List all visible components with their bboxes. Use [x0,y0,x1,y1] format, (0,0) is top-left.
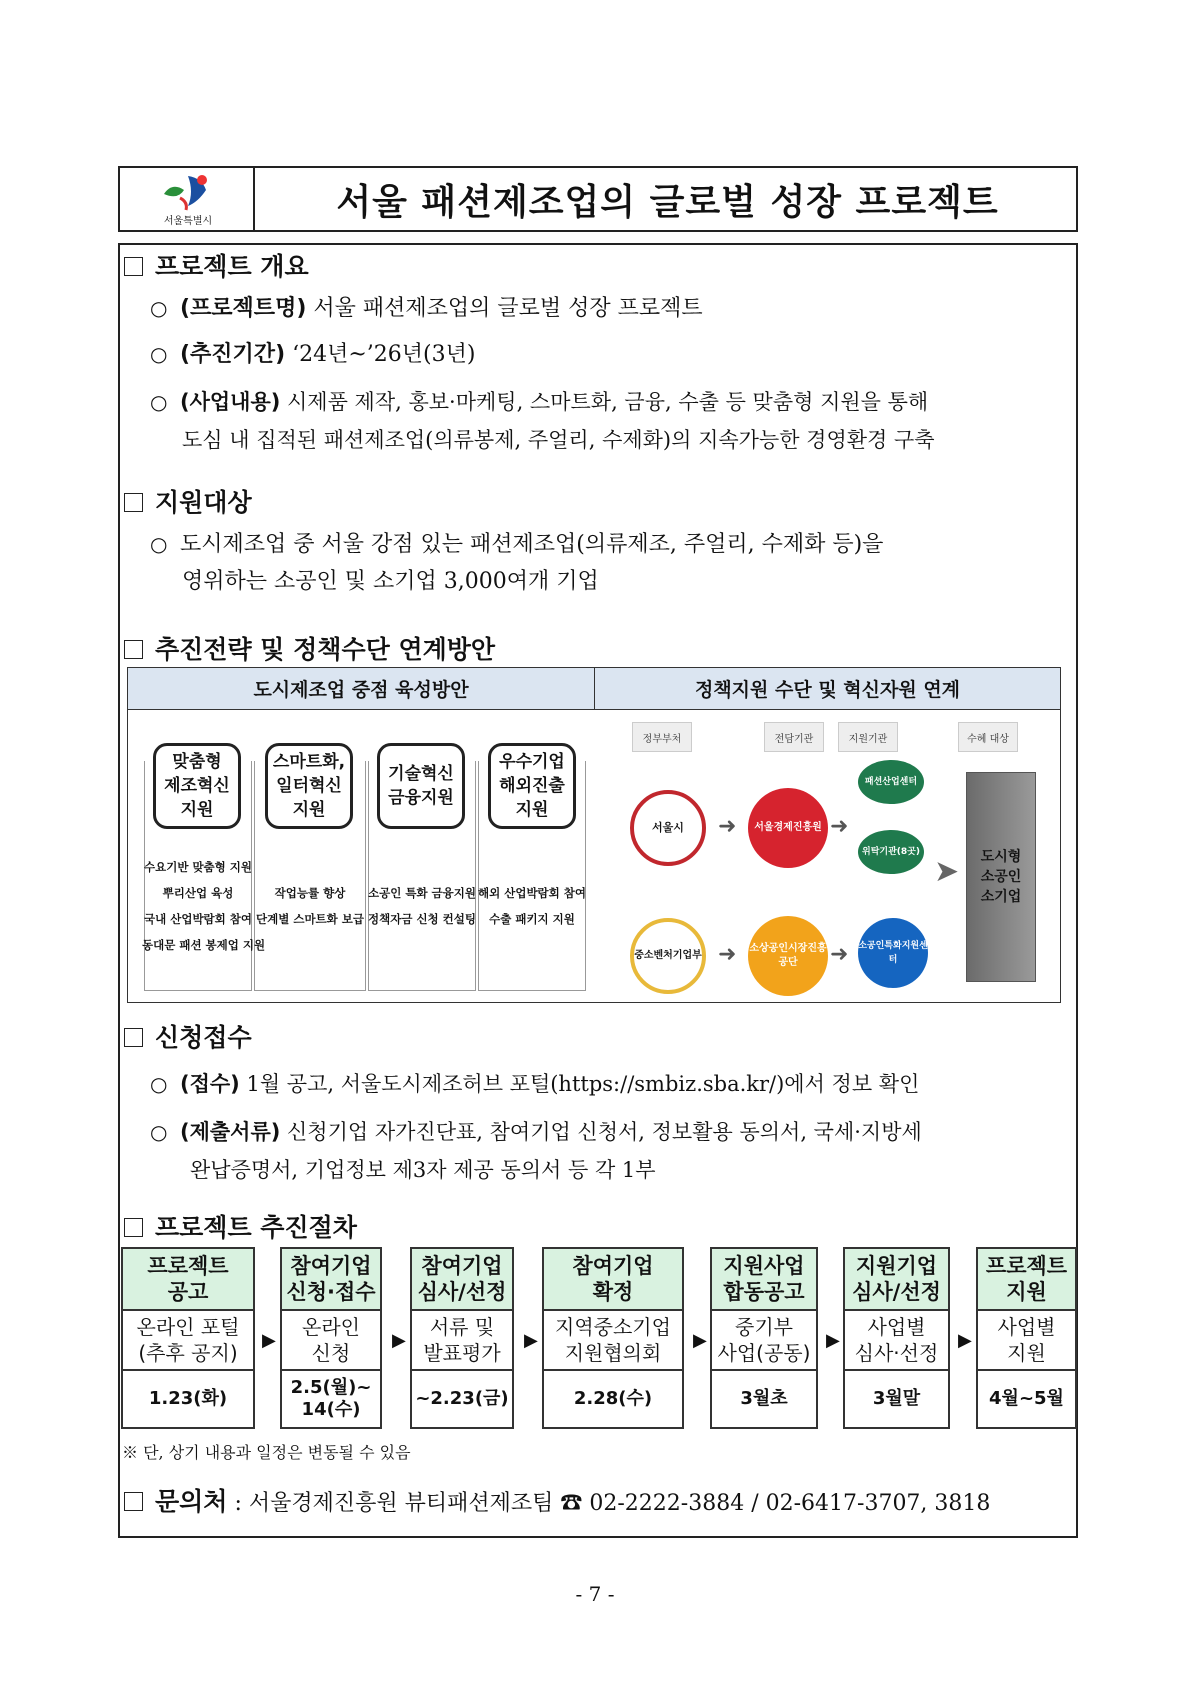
step-arrow-icon: ▶ [262,1330,276,1351]
level-ministry: 정부부처 [632,722,692,752]
step-date: 2.28(수) [573,1388,653,1409]
step-title: 프로젝트 공고 [123,1249,253,1311]
target-line-2: 영위하는 소공인 및 소기업 3,000여개 기업 [182,569,599,594]
step-date: 2.5(월)~ 14(수) [290,1377,372,1420]
step-date: ~2.23(금) [415,1388,509,1409]
step-detail: 서류 및 발표평가 [412,1311,512,1371]
arrow-right-icon: ➜ [718,942,737,967]
checkbox-icon [124,640,143,659]
arrow-right-icon: ➤ [934,854,960,889]
step-date: 3월말 [872,1388,921,1409]
node-fashion-center: 패션산업센터 [858,760,924,804]
strategy-right-header: 정책지원 수단 및 혁신자원 연계 [595,668,1060,710]
node-sogongin-center: 소공인특화지원센터 [858,918,928,988]
node-target: 도시형 소공인 소기업 [966,772,1036,982]
circle-bullet-icon: ○ [150,532,168,556]
pillar-smart-factory: 스마트화, 일터혁신 지원 [265,743,353,829]
step-title: 참여기업 신청·접수 [282,1249,380,1311]
section-overview-heading: 프로젝트 개요 [124,247,309,283]
process-step [976,1247,1077,1429]
apply-item-documents-cont: 완납증명서, 기업정보 제3자 제공 동의서 등 각 1부 [190,1158,656,1182]
section-apply-heading: 신청접수 [124,1018,252,1054]
contact-line: 문의처 : 서울경제진흥원 뷰티패션제조팀 ☎ 02-2222-3884 / 02-6417-3707, 3818 [124,1482,990,1518]
process-step [410,1247,514,1429]
pillar-global-expansion: 우수기업 해외진출 지원 [488,743,576,829]
process-step [843,1247,950,1429]
pillar-details: 수요기반 맞춤형 지원 뿌리산업 육성 국내 산업박람회 참여 동대문 패션 봉제업 지원 [142,860,266,952]
step-arrow-icon: ▶ [958,1330,972,1351]
process-step [280,1247,382,1429]
node-sba: 서울경제진흥원 [748,788,828,868]
pillar-details: 해외 산업박람회 참여 수출 패키지 지원 [478,886,586,926]
process-step [710,1247,818,1429]
step-arrow-icon: ▶ [693,1330,707,1351]
step-title: 참여기업 확정 [544,1249,682,1311]
logo-text: 서울특별시 [163,216,213,227]
page-title: 서울 패션제조업의 글로벌 성장 프로젝트 [336,181,999,223]
node-semas: 소상공인시장진흥공단 [748,916,828,996]
step-arrow-icon: ▶ [524,1330,538,1351]
step-date: 4월~5월 [989,1388,1064,1409]
apply-item-documents: ○ (제출서류) 신청기업 자가진단표, 참여기업 신청서, 정보활용 동의서, 국세·지방세 [150,1114,922,1150]
checkbox-icon [124,1028,143,1047]
step-detail: 온라인 신청 [282,1311,380,1371]
pillar-details: 작업능률 향상 단계별 스마트화 보급 [256,886,364,926]
seoul-logo-icon [158,172,216,212]
title-header [118,166,1078,232]
checkbox-icon [124,493,143,512]
arrow-right-icon: ➜ [718,814,737,839]
process-step [542,1247,684,1429]
node-mss: 중소벤처기업부 [630,918,706,994]
circle-bullet-icon: ○ [150,390,168,414]
step-detail: 사업별 심사·선정 [845,1311,948,1371]
step-date: 1.23(화) [148,1388,228,1409]
pillar-custom-manufacturing: 맞춤형 제조혁신 지원 [153,743,241,829]
circle-bullet-icon: ○ [150,342,168,366]
step-detail: 온라인 포털 (추후 공지) [123,1311,253,1371]
step-detail: 지역중소기업 지원협의회 [544,1311,682,1371]
target-line-1: ○ 도시제조업 중 서울 강점 있는 패션제조업(의류제조, 주얼리, 수제화 등)을 [150,526,883,563]
step-detail: 중기부 사업(공동) [712,1311,816,1371]
level-beneficiary: 수혜 대상 [958,722,1018,752]
checkbox-icon [124,1218,143,1237]
section-strategy-heading: 추진전략 및 정책수단 연계방안 [124,630,495,666]
arrow-right-icon: ➜ [830,942,849,967]
strategy-table [127,667,1061,1003]
step-title: 참여기업 심사/선정 [412,1249,512,1311]
apply-item-reception: ○ (접수) 1월 공고, 서울도시제조허브 포털(https://smbiz.sba.kr/)에서 정보 확인 [150,1066,919,1102]
circle-bullet-icon: ○ [150,1072,168,1096]
pillar-tech-finance: 기술혁신 금융지원 [377,743,465,829]
overview-item-content: ○ (사업내용) 시제품 제작, 홍보·마케팅, 스마트화, 금융, 수출 등 맞춤형 지원을 통해 [150,384,928,420]
circle-bullet-icon: ○ [150,296,168,320]
overview-item-period: ○ (추진기간) ‘24년~’26년(3년) [150,336,475,373]
section-process-heading: 프로젝트 추진절차 [124,1208,357,1244]
level-support: 지원기관 [838,722,898,752]
step-title: 프로젝트 지원 [978,1249,1075,1311]
logo-cell [120,168,255,230]
circle-bullet-icon: ○ [150,1120,168,1144]
node-seoul: 서울시 [630,790,706,866]
overview-item-name: ○ (프로젝트명) 서울 패션제조업의 글로벌 성장 프로젝트 [150,290,703,327]
step-title: 지원기업 심사/선정 [845,1249,948,1311]
section-target-heading: 지원대상 [124,483,252,519]
step-date: 3월초 [740,1388,788,1409]
node-consign: 위탁기관(8곳) [858,830,924,874]
step-arrow-icon: ▶ [826,1330,840,1351]
step-title: 지원사업 합동공고 [712,1249,816,1311]
step-detail: 사업별 지원 [978,1311,1075,1371]
schedule-note: ※ 단, 상기 내용과 일정은 변동될 수 있음 [122,1443,411,1462]
checkbox-icon [124,257,143,276]
pillar-details: 소공인 특화 금융지원 정책자금 신청 컨설팅 [368,886,476,926]
level-agency: 전담기관 [764,722,824,752]
arrow-right-icon: ➜ [830,814,849,839]
step-arrow-icon: ▶ [392,1330,406,1351]
strategy-left-header: 도시제조업 중점 육성방안 [128,668,595,710]
checkbox-icon [124,1492,143,1511]
page-number: - 7 - [575,1582,615,1606]
overview-item-content-cont: 도심 내 집적된 패션제조업(의류봉제, 주얼리, 수제화)의 지속가능한 경영환경 구축 [182,428,935,452]
process-step [121,1247,255,1429]
